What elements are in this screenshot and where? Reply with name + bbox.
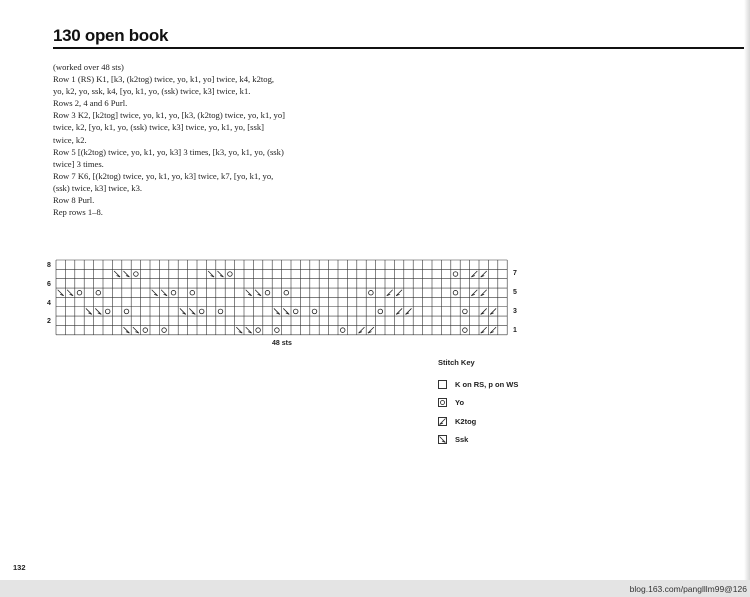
instruction-line: twice, k2, [yo, k1, yo, (ssk) twice, k3] twice, yo, k1, yo, [ssk]: [53, 122, 264, 133]
row-number-left: 2: [47, 318, 51, 325]
yo-symbol: [293, 309, 298, 314]
row-number-right: 3: [513, 308, 517, 315]
row-number-right: 5: [513, 289, 517, 296]
instruction-line: Row 8 Purl.: [53, 195, 95, 206]
ssk-symbol: [161, 290, 167, 296]
key-label: Ssk: [455, 435, 469, 444]
key-label: Yo: [455, 398, 465, 407]
ssk-symbol: [189, 308, 195, 314]
yo-circle-icon: [438, 398, 447, 407]
instruction-line: Rows 2, 4 and 6 Purl.: [53, 98, 128, 109]
row-number-right: 7: [513, 270, 517, 277]
k2tog-symbol: [481, 271, 487, 277]
k2tog-slash-icon: [438, 417, 447, 426]
yo-symbol: [134, 272, 139, 277]
row-number-left: 4: [47, 300, 51, 307]
watermark: blog.163.com/panglllm99@126: [629, 584, 747, 594]
yo-symbol: [143, 328, 148, 333]
ssk-symbol: [283, 308, 289, 314]
instruction-line: Row 5 [(k2tog) twice, yo, k1, yo, k3] 3 times, [k3, yo, k1, yo, (ssk): [53, 146, 284, 157]
k2tog-symbol: [359, 327, 365, 333]
row-number-left: 6: [47, 281, 51, 288]
row-number-left: 8: [47, 262, 51, 269]
instruction-line: Row 3 K2, [k2tog] twice, yo, k1, yo, [k3, (k2tog) twice, yo, k1, yo]: [53, 110, 285, 121]
ssk-symbol: [124, 271, 130, 277]
yo-symbol: [369, 290, 374, 295]
k2tog-symbol: [481, 290, 487, 296]
k2tog-symbol: [387, 290, 393, 296]
stitch-key-title: Stitch Key: [438, 358, 475, 367]
yo-symbol: [171, 290, 176, 295]
yo-symbol: [265, 290, 270, 295]
key-row-k2tog: [438, 412, 518, 430]
instruction-line: Rep rows 1–8.: [53, 207, 103, 218]
yo-symbol: [77, 290, 82, 295]
instruction-line: twice] 3 times.: [53, 158, 104, 169]
yo-symbol: [105, 309, 110, 314]
yo-symbol: [453, 290, 458, 295]
ssk-symbol: [208, 271, 214, 277]
yo-symbol: [378, 309, 383, 314]
yo-symbol: [190, 290, 195, 295]
ssk-symbol: [152, 290, 158, 296]
yo-symbol: [463, 328, 468, 333]
ssk-slash-icon: [438, 435, 447, 444]
key-row-yo: [438, 394, 518, 412]
k2tog-symbol: [396, 308, 402, 314]
ssk-symbol: [236, 327, 242, 333]
knit-square-icon: [438, 380, 447, 389]
ssk-symbol: [86, 308, 92, 314]
yo-symbol: [340, 328, 345, 333]
ssk-symbol: [124, 327, 130, 333]
yo-symbol: [218, 309, 223, 314]
key-row-knit: [438, 375, 518, 393]
k2tog-symbol: [490, 327, 496, 333]
instruction-line: (ssk) twice, k3] twice, k3.: [53, 182, 143, 193]
ssk-symbol: [67, 290, 73, 296]
ssk-symbol: [95, 308, 101, 314]
ssk-symbol: [246, 327, 252, 333]
k2tog-symbol: [368, 327, 374, 333]
page-number: 132: [13, 563, 26, 572]
yo-symbol: [463, 309, 468, 314]
yo-symbol: [199, 309, 204, 314]
ssk-symbol: [133, 327, 139, 333]
k2tog-symbol: [490, 308, 496, 314]
key-label: K on RS, p on WS: [455, 379, 519, 389]
instruction-line: (worked over 48 sts): [53, 62, 124, 72]
instruction-line: twice, k2.: [53, 134, 87, 145]
stitch-count-label: 48 sts: [272, 340, 292, 347]
yo-symbol: [312, 309, 317, 314]
ssk-symbol: [274, 308, 280, 314]
instruction-line: Row 7 K6, [(k2tog) twice, yo, k1, yo, k3] twice, k7, [yo, k1, yo,: [53, 170, 274, 181]
instruction-line: Row 1 (RS) K1, [k3, (k2tog) twice, yo, k1, yo] twice, k4, k2tog,: [53, 74, 275, 85]
key-row-ssk: [438, 431, 518, 449]
row-number-right: 1: [513, 327, 517, 334]
yo-symbol: [453, 272, 458, 277]
page-edge-shadow: [744, 0, 750, 580]
stitch-key: [438, 358, 518, 449]
k2tog-symbol: [471, 271, 477, 277]
yo-symbol: [162, 328, 167, 333]
ssk-symbol: [180, 308, 186, 314]
yo-symbol: [124, 309, 129, 314]
ssk-symbol: [114, 271, 120, 277]
pattern-title: 130 open book: [53, 26, 169, 45]
yo-symbol: [256, 328, 261, 333]
yo-symbol: [284, 290, 289, 295]
ssk-symbol: [246, 290, 252, 296]
k2tog-symbol: [481, 327, 487, 333]
k2tog-symbol: [396, 290, 402, 296]
yo-symbol: [96, 290, 101, 295]
k2tog-symbol: [481, 308, 487, 314]
ssk-symbol: [255, 290, 261, 296]
ssk-symbol: [58, 290, 64, 296]
k2tog-symbol: [471, 290, 477, 296]
yo-symbol: [275, 328, 280, 333]
ssk-symbol: [218, 271, 224, 277]
k2tog-symbol: [406, 308, 412, 314]
yo-symbol: [228, 272, 233, 277]
instruction-line: yo, k2, yo, ssk, k4, [yo, k1, yo, (ssk) twice, k3] twice, k1.: [53, 86, 251, 97]
key-label: K2tog: [455, 416, 477, 426]
